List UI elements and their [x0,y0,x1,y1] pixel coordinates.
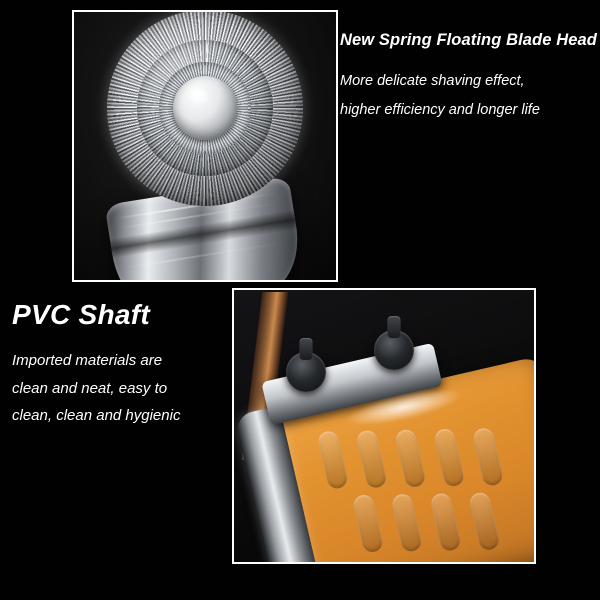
grip-pad [352,493,385,554]
chrome-side-edge [234,405,330,564]
shaver-body-shading [110,210,297,259]
pvc-shaft-caption [12,300,232,430]
pvc-shaft-line-1: Imported materials are [12,351,163,369]
pvc-shaft-screw [374,330,414,370]
blade-head-caption [340,30,597,123]
grip-pad [316,429,349,490]
grip-pad [394,428,427,489]
blade-head-headline: New Spring Floating Blade Head [340,31,597,49]
pvc-shaft-screw [286,352,326,392]
blade-head-subline-2: higher efficiency and longer life [340,102,540,118]
blade-head-photo-panel [72,10,338,282]
grip-pad [355,429,388,490]
pvc-shaft-line-3: clean, clean and hygienic [12,407,181,425]
blade-head-subline-1: More delicate shaving effect, [340,72,525,89]
grip-pad [433,427,466,488]
grip-pad [468,491,501,552]
grip-pad [429,492,462,553]
pvc-shaft-title: PVC Shaft [12,299,151,330]
blade-center-cap [173,76,237,140]
pvc-shaft-photo-panel [232,288,536,564]
floating-blade-head [107,10,303,206]
blade-center-highlight [191,90,208,103]
pvc-shaft-line-2: clean and neat, easy to [12,379,168,397]
grip-pad [391,492,424,553]
grip-pad [472,426,505,487]
